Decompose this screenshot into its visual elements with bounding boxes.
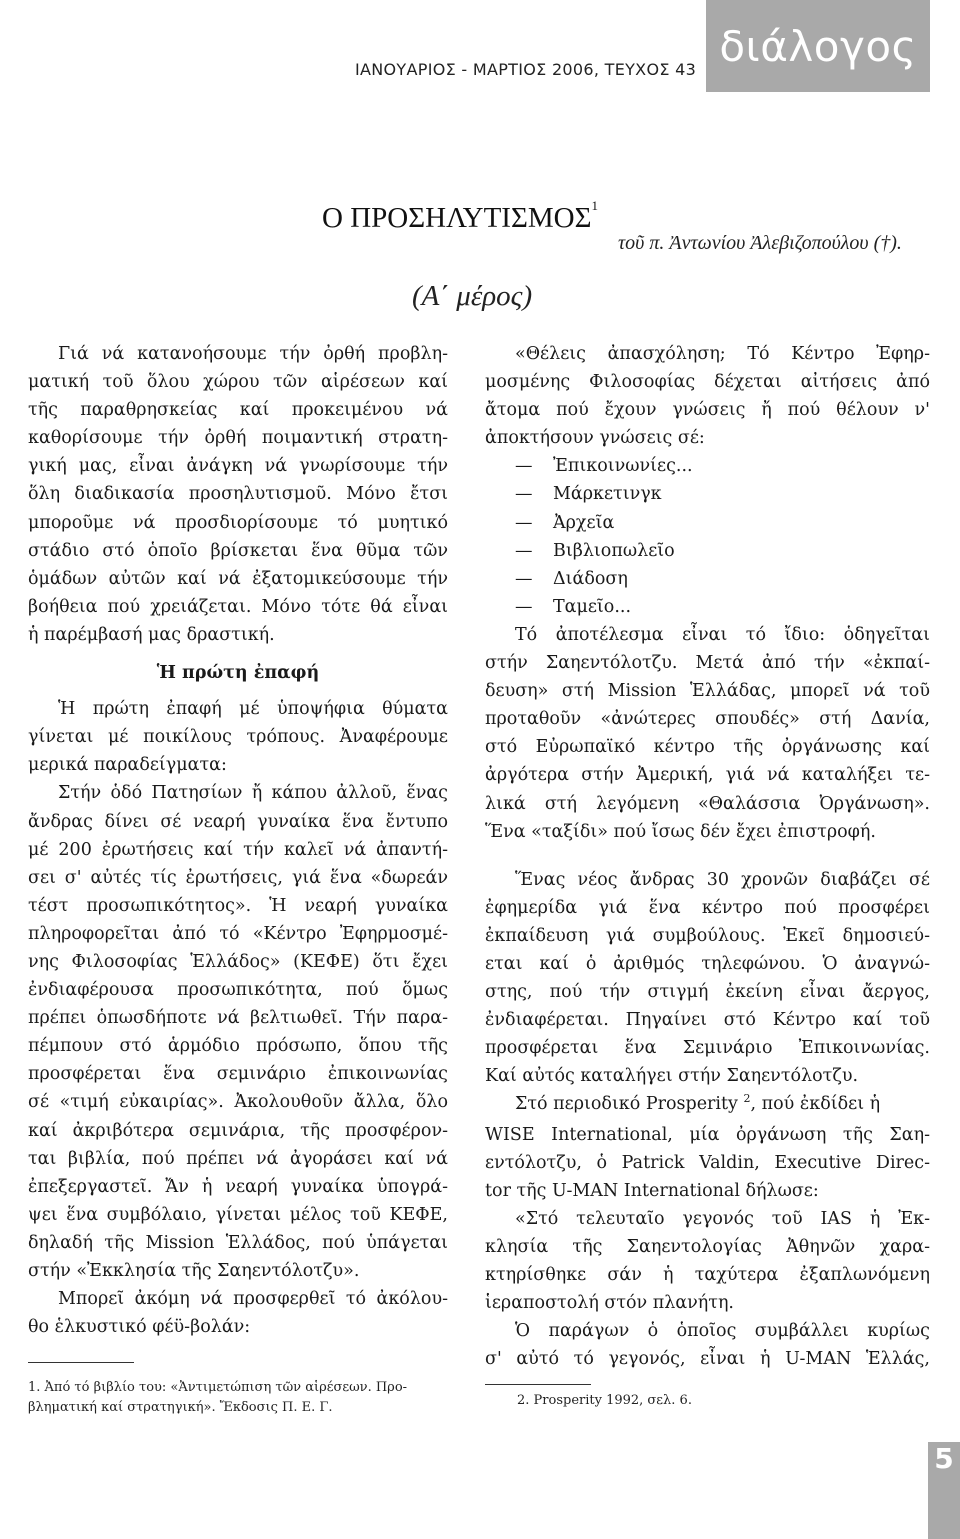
magazine-logo: διάλογος xyxy=(706,0,930,92)
text-line: σ' αὐτό τό γεγονός, εἶναι ἡ U-MAN Ἑλλάς, xyxy=(485,1349,930,1370)
article-title xyxy=(322,198,598,235)
text-line: στήν Σαηεντόλοτζυ. Μετά ἀπό τήν «ἐκπαί- xyxy=(485,653,930,674)
text-line: ἐπεξεργαστεῖ. Ἄν ἡ νεαρή γυναίκα ὑπογρά- xyxy=(28,1176,448,1197)
text-line: ἀργότερα στήν Ἀμερική, γιά νά καταλήξει τε- xyxy=(485,765,930,786)
text-line: ἀποκτήσουν γνώσεις σέ: xyxy=(485,428,705,449)
text-line: Καί αὐτός καταλήγει στήν Σαηεντόλοτζυ. xyxy=(485,1066,859,1087)
text-line: μερικά παραδείγματα: xyxy=(28,755,227,776)
article-author: τοῦ π. Ἀντωνίου Ἀλεβιζοπούλου (†). xyxy=(618,232,902,254)
footnote-1 xyxy=(28,1378,448,1418)
text-fragment: , πού ἐκδίδει ἡ xyxy=(750,1094,881,1115)
list-item xyxy=(485,452,930,480)
title-footnote-ref[interactable]: 1 xyxy=(591,198,598,214)
text-line: τῆς παραθρησκείας καί προκειμένου νά xyxy=(28,400,448,421)
text-line: βοήθεια πού χρειάζεται. Μόνο τότε θά εἶναι xyxy=(28,596,448,617)
text-line: μοσμένης Φιλοσοφίας δέχεται αἰτήσεις ἀπό xyxy=(485,372,930,393)
text-line: «Στό τελευταῖο γεγονός τοῦ IAS ἡ Ἐκ- xyxy=(515,1208,930,1229)
list-item-label: Ἀρχεῖα xyxy=(553,512,615,533)
list-dash: — xyxy=(515,512,533,533)
text-line: WISE International, μία ὀργάνωση τῆς Σαη- xyxy=(485,1124,930,1145)
list-item xyxy=(485,480,930,508)
text-line: ἱεραποστολή στόν πλανήτη. xyxy=(485,1293,734,1314)
text-line: προταθοῦν «ἀνώτερες σπουδές» στή Δανία, xyxy=(485,709,930,730)
text-line: μποροῦμε νά προσδιορίσουμε τό μυητικό xyxy=(28,512,448,533)
text-line: ἡ παρέμβασή μας δραστική. xyxy=(28,624,275,645)
list-item-label: Ἐπικοινωνίες... xyxy=(553,456,693,477)
list-item xyxy=(485,565,930,593)
text-line: πέμπουν στό ἁρμόδιο πρόσωπο, ὅπου τῆς xyxy=(28,1036,448,1057)
issue-info: ΙΑΝΟΥΑΡΙΟΣ - ΜΑΡΤΙΟΣ 2006, ΤΕΥΧΟΣ 43 xyxy=(355,60,697,79)
text-fragment: Στό περιοδικό Prosperity xyxy=(515,1094,738,1115)
text-line: μέ 200 ἐρωτήσεις καί τήν καλεῖ νά ἀπαντή- xyxy=(28,839,448,860)
list-dash: — xyxy=(515,540,533,561)
text-line: σει σ' αὐτές τίς ἐρωτήσεις, γιά ἕνα «δωρεάν xyxy=(28,867,448,888)
text-line: προσφέρεται ἕνα σεμινάριο ἐπικοινωνίας xyxy=(28,1064,448,1085)
text-line: εντόλοτζυ, ὁ Patrick Valdin, Executive Direc- xyxy=(485,1152,930,1173)
text-line: ται βιβλία, πού πρέπει νά ἀγοράσει καί νά xyxy=(28,1148,448,1169)
text-line: τέστ προσωπικότητος». Ἡ νεαρή γυναίκα xyxy=(28,895,448,916)
footnote-ref-2[interactable]: 2 xyxy=(743,1092,751,1106)
section-heading: Ἡ πρώτη ἐπαφή xyxy=(156,663,320,684)
list-dash: — xyxy=(515,596,533,617)
text-line: Ἕνα «ταξίδι» πού ἴσως δέν ἔχει ἐπιστροφή. xyxy=(485,821,876,842)
text-line: Μπορεῖ ἀκόμη νά προσφερθεῖ τό ἀκόλου- xyxy=(58,1289,448,1310)
text-line: προσφέρεται ἕνα Σεμινάριο Ἐπικοινωνίας. xyxy=(485,1038,930,1059)
footnote-1-line: βληματική καί στρατηγική». Ἔκδοσις Π. Ε. Γ. xyxy=(28,1400,333,1415)
page-number: 5 xyxy=(928,1442,960,1539)
paragraph-gap xyxy=(485,846,930,866)
list-item xyxy=(485,509,930,537)
list-item-label: Διάδοση xyxy=(553,568,628,589)
text-line: Στήν ὁδό Πατησίων ἤ κάπου ἀλλοῦ, ἕνας xyxy=(58,783,448,804)
text-line: κτηρίσθηκε σάν ἡ ταχύτερα ἐξαπλωνόμενη xyxy=(485,1265,930,1285)
text-line: λικά στή λεγόμενη «Θαλάσσια Ὀργάνωση». xyxy=(485,793,930,814)
text-line: ἄνδρας δίνει σέ νεαρή γυναίκα ἕνα ἔντυπο xyxy=(28,811,448,832)
text-line: Ἡ πρώτη ἐπαφή μέ ὑποψήφια θύματα xyxy=(58,699,448,720)
text-line: καθορίσουμε τήν ὀρθή ποιμαντική στρατη- xyxy=(28,428,448,449)
text-line: πληροφορεῖται ἀπό τό «Κέντρο Ἐφηρμοσμέ- xyxy=(28,923,448,944)
text-line: δηλαδή τῆς Mission Ἑλλάδος, πού ὑπάγεται xyxy=(28,1232,448,1253)
text-line: ματική τοῦ ὅλου χώρου τῶν αἱρέσεων καί xyxy=(28,372,448,393)
text-line: ὁμάδων αὐτῶν καί νά ἐξατομικεύσουμε τήν xyxy=(28,568,448,589)
text-line: Γιά νά κατανοήσουμε τήν ὀρθή προβλη- xyxy=(58,344,448,364)
list-dash: — xyxy=(515,484,533,505)
list-item-label: Ταμεῖο... xyxy=(553,596,632,617)
article-part: (Α΄ μέρος) xyxy=(412,280,533,312)
text-line: εται καί ὁ ἀριθμός τηλεφώνου. Ὁ ἀναγνώ- xyxy=(485,953,930,974)
text-line: στό Εὐρωπαϊκό κέντρο τῆς ὀργάνωσης καί xyxy=(485,737,930,758)
text-line: στάδιο στό ὁποῖο βρίσκεται ἕνα θῦμα τῶν xyxy=(28,540,448,561)
text-line: ἄτομα πού ἔχουν γνώσεις ἤ πού θέλουν ν' xyxy=(485,400,930,421)
text-line xyxy=(485,1090,930,1120)
right-column xyxy=(485,340,930,1373)
text-line: γίνεται μέ ποικίλους τρόπους. Ἀναφέρουμε xyxy=(28,727,448,748)
text-line: Ἕνας νέος ἄνδρας 30 χρονῶν διαβάζει σέ xyxy=(515,869,930,890)
text-line: κλησία τῆς Σαηεντολογίας Ἀθηνῶν χαρα- xyxy=(485,1236,930,1257)
text-line: δευση» στή Mission Ἑλλάδας, μπορεῖ νά τοῦ xyxy=(485,681,930,702)
text-line: σέ «τιμή εὐκαιρίας». Ἀκολουθοῦν ἄλλα, ὅλο xyxy=(28,1092,448,1113)
text-line: στης, πού τήν στιγμή ἐκείνη εἶναι ἄεργος, xyxy=(485,982,930,1003)
text-line: καί ἀκριβότερα σεμινάρια, τῆς προσφέρον- xyxy=(28,1120,448,1141)
text-line: γική μας, εἶναι ἀνάγκη νά γνωρίσουμε τήν xyxy=(28,456,448,477)
text-line: νης Φιλοσοφίας Ἑλλάδος» (ΚΕΦΕ) ὅτι ἔχει xyxy=(28,951,448,972)
list-item-label: Μάρκετινγκ xyxy=(553,484,662,505)
list-item-label: Βιβλιοπωλεῖο xyxy=(553,540,675,561)
text-line: ἐνδιαφέρουσα προσωπικότητα, πού ὅμως xyxy=(28,980,448,1001)
text-line: ἐκπαίδευση γιά συμβούλους. Ἐκεῖ δημοσιεύ- xyxy=(485,925,930,946)
text-line: Ὁ παράγων ὁ ὁποῖος συμβάλλει κυρίως xyxy=(515,1321,930,1342)
list-item xyxy=(485,537,930,565)
text-line: ἐφημερίδα γιά ἕνα κέντρο πού προσφέρει xyxy=(485,897,930,918)
footnote-2: 2. Prosperity 1992, σελ. 6. xyxy=(517,1393,692,1408)
text-line: ἐνδιαφέρεται. Πηγαίνει στό Κέντρο καί τοῦ xyxy=(485,1010,930,1031)
text-line: Τό ἀποτέλεσμα εἶναι τό ἴδιο: ὁδηγεῖται xyxy=(515,624,930,645)
footnote-divider xyxy=(485,1384,591,1385)
left-column xyxy=(28,340,448,1341)
text-line: ψει ἕνα συμβόλαιο, γίνεται μέλος τοῦ ΚΕΦΕ, xyxy=(28,1204,448,1225)
list-dash: — xyxy=(515,568,533,589)
footnote-divider xyxy=(28,1362,134,1363)
footnote-1-line: 1. Ἀπό τό βιβλίο του: «Ἀντιμετώπιση τῶν αἱρέσεων. Προ- xyxy=(28,1380,408,1395)
list-dash: — xyxy=(515,456,533,477)
text-line: ὅλη διαδικασία προσηλυτισμοῦ. Μόνο ἔτσι xyxy=(28,484,448,505)
article-title-text: Ο ΠΡΟΣΗΛΥΤΙΣΜΟΣ xyxy=(322,202,592,234)
text-line: στήν «Ἐκκλησία τῆς Σαηεντόλοτζυ». xyxy=(28,1261,360,1281)
list-item xyxy=(485,593,930,621)
text-line: πρέπει ὁπωσδήποτε νά βελτιωθεῖ. Τήν παρα- xyxy=(28,1008,448,1029)
text-line: tor τῆς U-MAN International δήλωσε: xyxy=(485,1180,819,1201)
text-line: «Θέλεις ἀπασχόληση; Τό Κέντρο Ἐφηρ- xyxy=(515,344,930,364)
text-line: θο ἑλκυστικό φέϋ-βολάν: xyxy=(28,1317,251,1338)
